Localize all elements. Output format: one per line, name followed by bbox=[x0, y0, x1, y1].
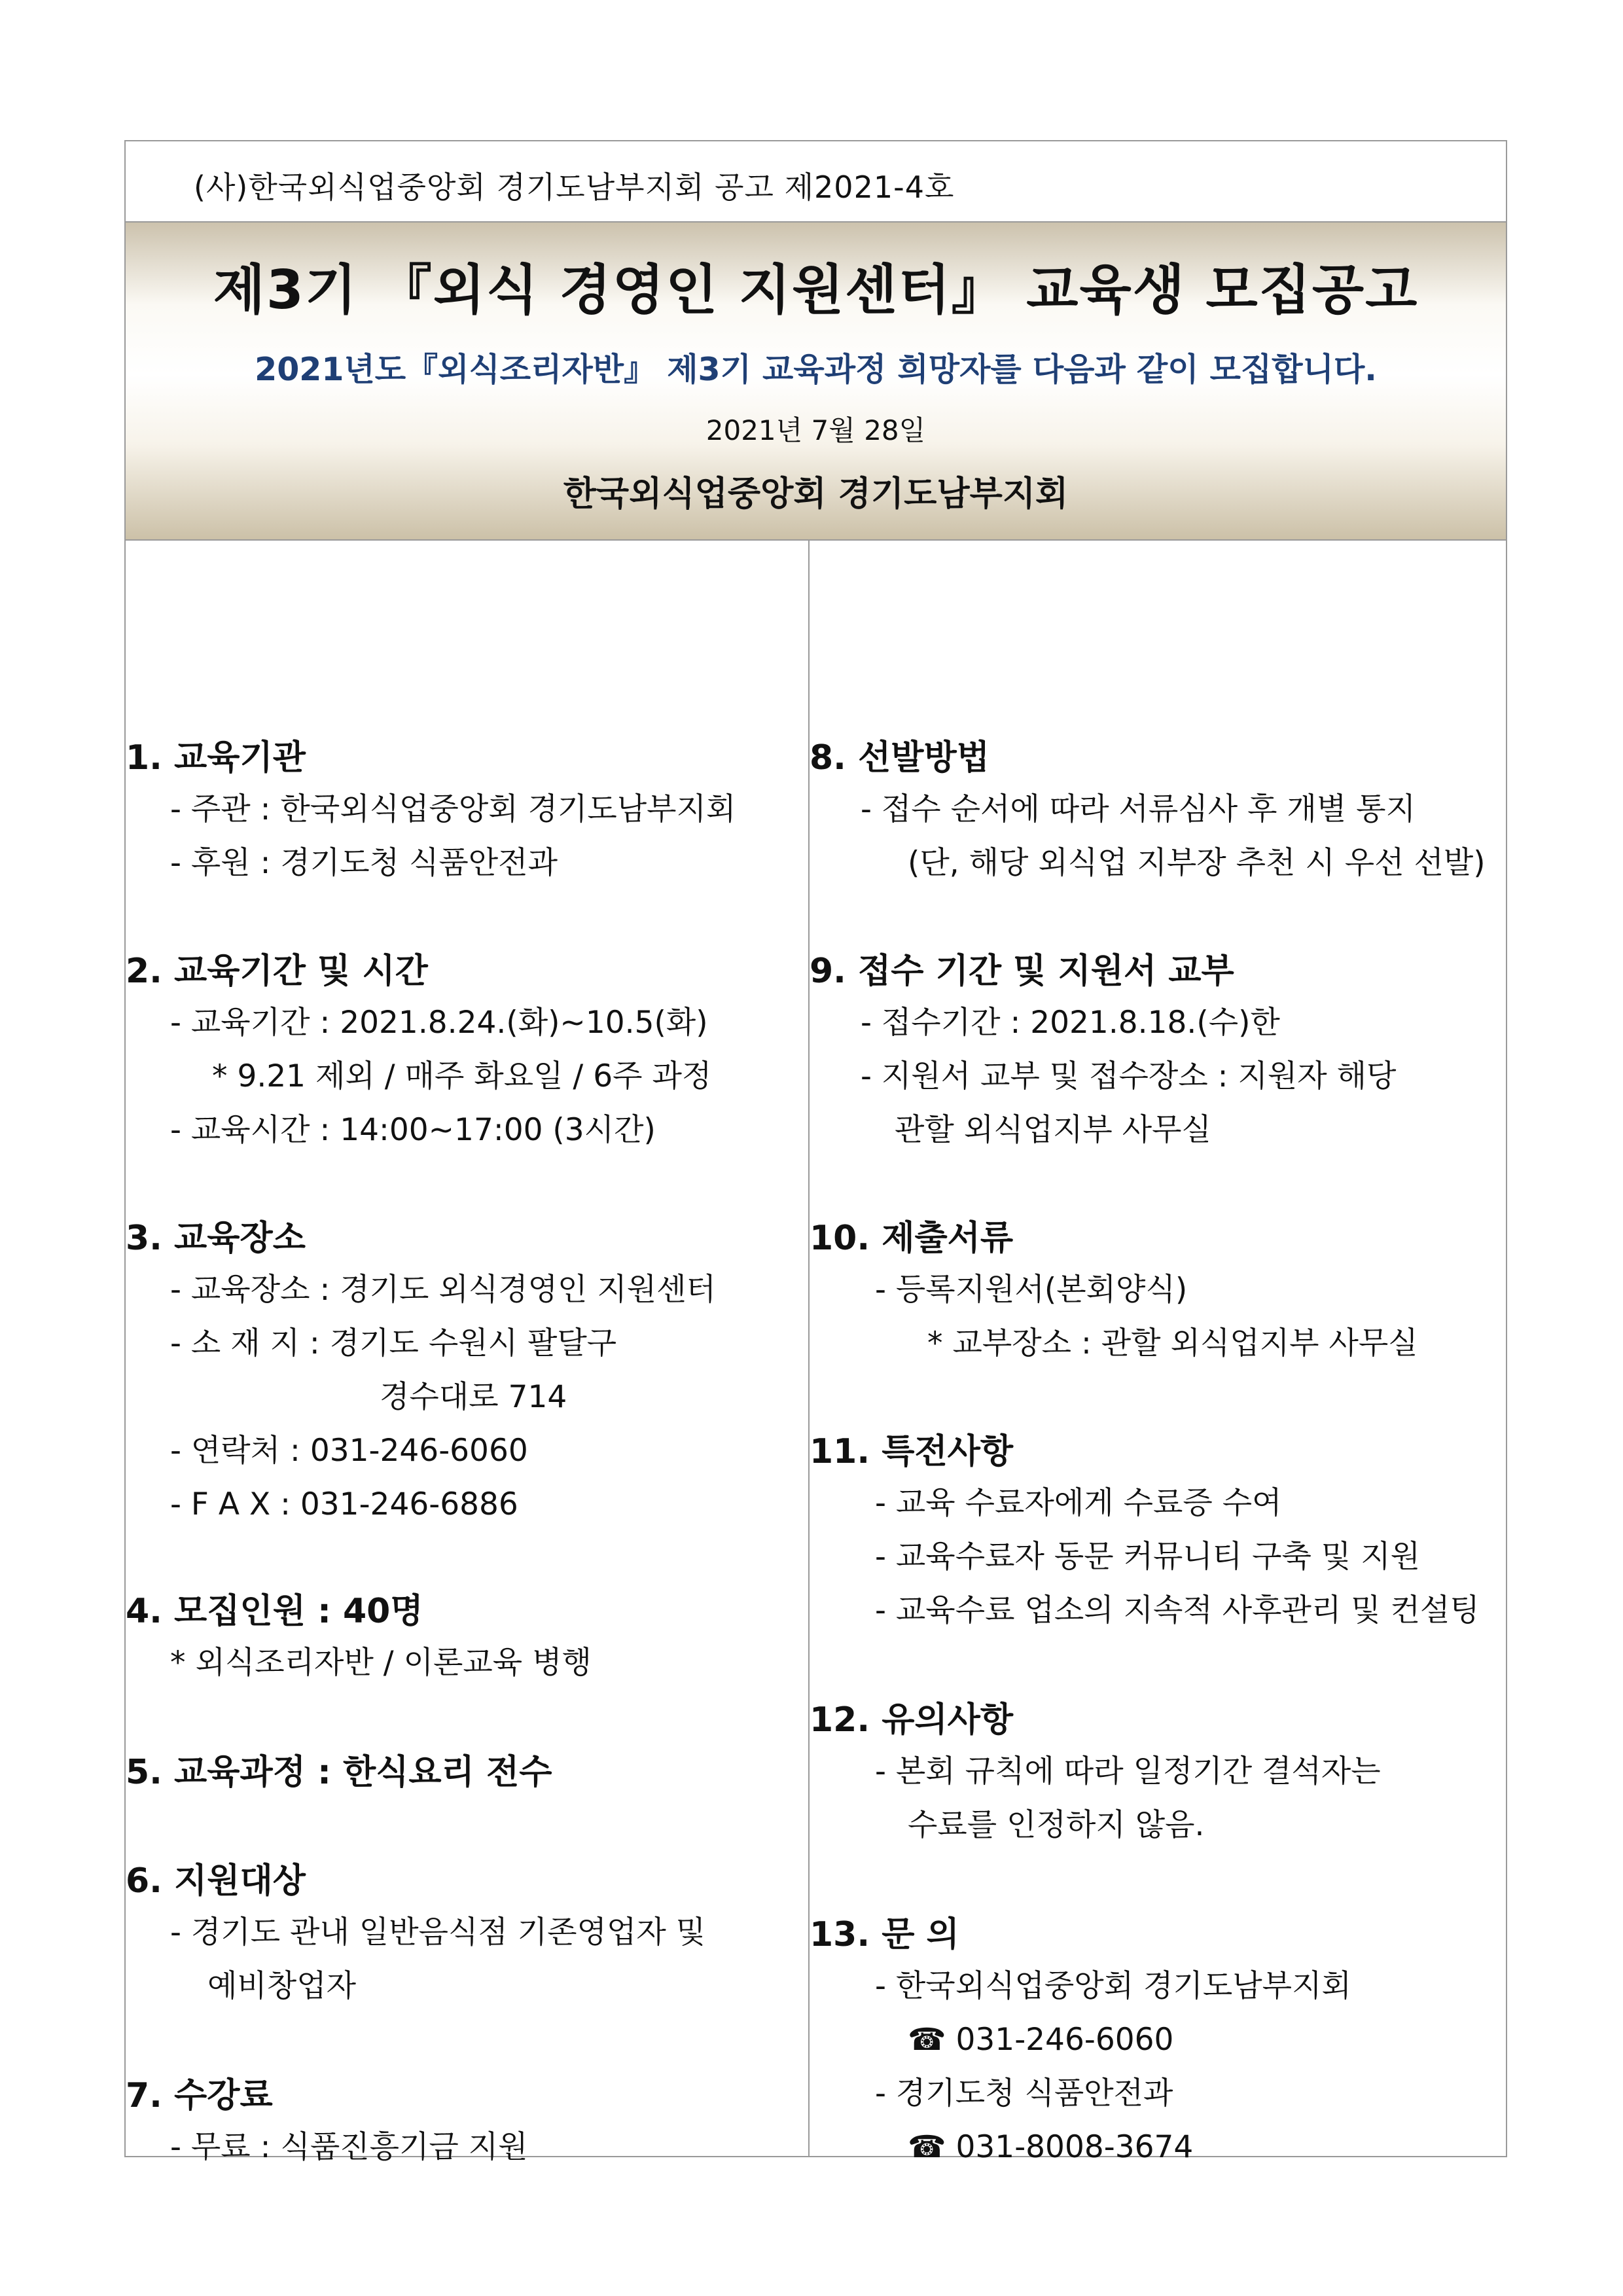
section-course bbox=[126, 1751, 808, 1793]
section-heading: 7. 수강료 bbox=[126, 2076, 273, 2115]
section-line: - 경기도청 식품안전과 bbox=[875, 2075, 1173, 2111]
section-line: - 교육시간 : 14:00~17:00 (3시간) bbox=[170, 1112, 656, 1148]
notice-number: (사)한국외식업중앙회 경기도남부지회 공고 제2021-4호 bbox=[194, 170, 955, 205]
section-line: - 한국외식업중앙회 경기도남부지회 bbox=[875, 1968, 1351, 2004]
section-line: - 경기도 관내 일반음식점 기존영업자 및 bbox=[170, 1914, 706, 1950]
section-line: - 무료 : 식품진흥기금 지원 bbox=[170, 2129, 528, 2165]
section-line: 수료를 인정하지 않음. bbox=[908, 1807, 1205, 1843]
section-line: - 접수기간 : 2021.8.18.(수)한 bbox=[861, 1005, 1280, 1041]
section-tuition bbox=[126, 2075, 808, 2174]
section-heading: 11. 특전사항 bbox=[810, 1432, 1014, 1471]
section-heading: 4. 모집인원 : 40명 bbox=[126, 1592, 423, 1631]
section-heading: 8. 선발방법 bbox=[810, 738, 990, 778]
section-line: - 본회 규칙에 따라 일정기간 결석자는 bbox=[875, 1753, 1381, 1789]
section-selection-method bbox=[810, 737, 1507, 890]
section-line: 예비창업자 bbox=[207, 1968, 357, 2004]
notice-header bbox=[126, 223, 1506, 541]
section-line: * 외식조리자반 / 이론교육 병행 bbox=[170, 1645, 592, 1681]
section-line: - 접수 순서에 따라 서류심사 후 개별 통지 bbox=[861, 791, 1416, 827]
section-heading: 1. 교육기관 bbox=[126, 738, 306, 778]
section-line: - F A X : 031-246-6886 bbox=[170, 1486, 518, 1522]
section-line: - 교육기간 : 2021.8.24.(화)~10.5(화) bbox=[170, 1005, 708, 1041]
section-inquiries bbox=[810, 1914, 1507, 2174]
section-heading: 5. 교육과정 : 한식요리 전수 bbox=[126, 1753, 552, 1792]
section-line: - 후원 : 경기도청 식품안전과 bbox=[170, 845, 558, 881]
section-line: - 등록지원서(본회양식) bbox=[875, 1272, 1188, 1308]
section-heading: 13. 문 의 bbox=[810, 1915, 959, 1954]
section-line: - 주관 : 한국외식업중앙회 경기도남부지회 bbox=[170, 791, 736, 827]
section-line: 경수대로 714 bbox=[380, 1379, 567, 1415]
section-line: - 소 재 지 : 경기도 수원시 팔달구 bbox=[170, 1325, 617, 1361]
phone-contact: ☎ 031-8008-3674 bbox=[908, 2129, 1194, 2165]
section-line: - 교육수료자 동문 커뮤니티 구축 및 지원 bbox=[875, 1539, 1421, 1575]
section-education-location bbox=[126, 1217, 808, 1532]
section-line: - 교육 수료자에게 수료증 수여 bbox=[875, 1485, 1282, 1521]
notice-title: 제3기 『외식 경영인 지원센터』 교육생 모집공고 bbox=[213, 259, 1419, 321]
section-line: * 교부장소 : 관할 외식업지부 사무실 bbox=[927, 1325, 1418, 1361]
section-heading: 6. 지원대상 bbox=[126, 1861, 306, 1901]
section-line: (단, 해당 외식업 지부장 추천 시 우선 선발) bbox=[908, 845, 1486, 881]
section-line: * 9.21 제외 / 매주 화요일 / 6주 과정 bbox=[212, 1058, 712, 1094]
section-heading: 3. 교육장소 bbox=[126, 1219, 306, 1258]
section-education-period bbox=[126, 950, 808, 1157]
section-heading: 9. 접수 기간 및 지원서 교부 bbox=[810, 952, 1234, 991]
section-notes bbox=[810, 1699, 1507, 1852]
section-required-documents bbox=[810, 1217, 1507, 1371]
section-line: - 교육수료 업소의 지속적 사후관리 및 컨설팅 bbox=[875, 1592, 1480, 1628]
notice-date: 2021년 7월 28일 bbox=[705, 414, 926, 446]
issuing-organization: 한국외식업중앙회 경기도남부지회 bbox=[563, 475, 1069, 514]
right-column bbox=[810, 541, 1507, 2165]
notice-frame bbox=[124, 140, 1507, 2165]
section-line: - 교육장소 : 경기도 외식경영인 지원센터 bbox=[170, 1272, 716, 1308]
section-recruitment-count bbox=[126, 1590, 808, 1690]
section-heading: 12. 유의사항 bbox=[810, 1700, 1014, 1740]
section-eligibility bbox=[126, 1860, 808, 2013]
notice-number-row bbox=[126, 141, 1506, 223]
section-education-institution bbox=[126, 737, 808, 890]
section-application-period bbox=[810, 950, 1507, 1157]
notice-subtitle: 2021년도『외식조리자반』 제3기 교육과정 희망자를 다음과 같이 모집합니다. bbox=[255, 351, 1377, 388]
section-benefits bbox=[810, 1431, 1507, 1638]
section-line: 관할 외식업지부 사무실 bbox=[895, 1112, 1211, 1148]
section-heading: 2. 교육기간 및 시간 bbox=[126, 952, 428, 991]
left-column bbox=[126, 541, 808, 2165]
section-heading: 10. 제출서류 bbox=[810, 1219, 1014, 1258]
section-line: - 지원서 교부 및 접수장소 : 지원자 해당 bbox=[861, 1058, 1397, 1094]
section-line: - 연락처 : 031-246-6060 bbox=[170, 1433, 528, 1469]
phone-contact: ☎ 031-246-6060 bbox=[908, 2022, 1174, 2058]
